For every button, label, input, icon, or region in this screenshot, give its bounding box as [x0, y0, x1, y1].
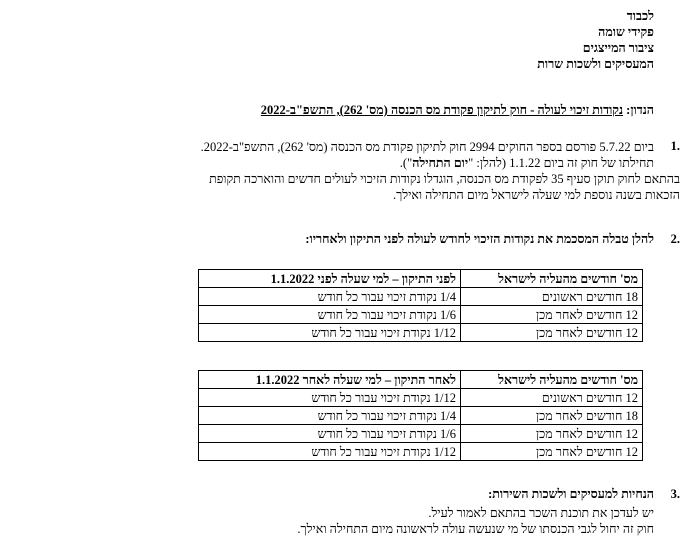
- table-cell: 18 חודשים ראשונים: [461, 288, 643, 306]
- section-1-line-3: בהתאם לחוק תוקן סעיף 35 לפקודת מס הכנסה, הוגדלו נקודות הזיכוי לעולים חדשים והוארכה תקופת: [209, 172, 680, 186]
- section-1-line-4: הזכאות בשנה נוספת למי שעלה לישראל מיום התחילה ואילך.: [392, 188, 680, 202]
- table-after-amendment: [198, 370, 643, 461]
- table-header-months: מס' חודשים מהעליה לישראל: [461, 270, 643, 288]
- table-cell: 18 חודשים לאחר מכן: [461, 407, 643, 425]
- section-1-body: [201, 139, 654, 171]
- table-cell: 12 חודשים לאחר מכן: [461, 306, 643, 324]
- table-cell: 1/4 נקודת זיכוי עבור כל חודש: [199, 407, 461, 425]
- table-cell: 12 חודשים לאחר מכן: [461, 443, 643, 461]
- section-1-line-2-end: ").: [399, 156, 413, 170]
- section-2-number: .2: [670, 232, 680, 246]
- table-row: [199, 443, 643, 461]
- subject-label: הנדון:: [626, 103, 654, 117]
- address-line-3: ציבור המייצגים: [582, 41, 654, 55]
- table-header-months: מס' חודשים מהעליה לישראל: [461, 371, 643, 389]
- table-header-before: לפני התיקון – למי שעלה לפני 1.1.2022: [199, 270, 461, 288]
- table-row: [199, 288, 643, 306]
- table-row: [199, 389, 643, 407]
- section-3-line-1: יש לעדכן את תוכנת השכר בהתאם לאמור לעיל.: [428, 506, 654, 520]
- table-row: [199, 324, 643, 342]
- table-header-row: [199, 371, 643, 389]
- section-1-line-2: [201, 155, 654, 171]
- table-row: [199, 306, 643, 324]
- table-cell: 12 חודשים לאחר מכן: [461, 425, 643, 443]
- table-cell: 1/12 נקודת זיכוי עבור כל חודש: [199, 324, 461, 342]
- table-cell: 1/6 נקודת זיכוי עבור כל חודש: [199, 425, 461, 443]
- address-line-1: לכבוד: [626, 9, 654, 23]
- table-cell: 12 חודשים לאחר מכן: [461, 324, 643, 342]
- section-1-continuation: [209, 171, 680, 203]
- section-3-body: [297, 505, 654, 537]
- table-cell: 1/12 נקודת זיכוי עבור כל חודש: [199, 443, 461, 461]
- table-cell: 1/6 נקודת זיכוי עבור כל חודש: [199, 306, 461, 324]
- table-cell: 1/12 נקודת זיכוי עבור כל חודש: [199, 389, 461, 407]
- address-line-2: פקידי שומה: [598, 25, 654, 39]
- table-before-amendment: [198, 269, 643, 342]
- section-1-line-1: ביום 5.7.22 פורסם בספר החוקים 2994 חוק לתיקון פקודת מס הכנסה (מס' 262), התשפ"ב-2022.: [200, 140, 654, 154]
- table-cell: 1/4 נקודת זיכוי עבור כל חודש: [199, 288, 461, 306]
- table-row: [199, 425, 643, 443]
- section-1-line-2-start: תחילתו של חוק זה ביום 1.1.22 (להלן: ": [468, 156, 654, 170]
- address-line-4: המעסיקים ולשכות שרות: [537, 57, 654, 71]
- table-row: [199, 407, 643, 425]
- table-header-after: לאחר התיקון – למי שעלה לאחר 1.1.2022: [199, 371, 461, 389]
- table-header-row: [199, 270, 643, 288]
- section-3-line-2: חוק זה יחול לגבי הכנסתו של מי שנעשה עולה לראשונה מיום התחילה ואילך.: [297, 522, 654, 536]
- subject-text: נקודות זיכוי לעולה - חוק לתיקון פקודת מס הכנסה (מס' 262), התשפ"ב-2022: [260, 103, 624, 117]
- section-2-heading: להלן טבלה המסכמת את נקודות הזיכוי לחודש לעולה לפני התיקון ולאחריו:: [305, 232, 654, 246]
- section-1-number: .1: [670, 139, 680, 153]
- section-3-number: .3: [670, 487, 680, 501]
- table-cell: 12 חודשים ראשונים: [461, 389, 643, 407]
- section-3-heading: הנחיות למעסיקים ולשכות השירות:: [488, 487, 654, 501]
- subject-line: [261, 103, 654, 118]
- start-day-term: יום התחילה: [412, 156, 469, 170]
